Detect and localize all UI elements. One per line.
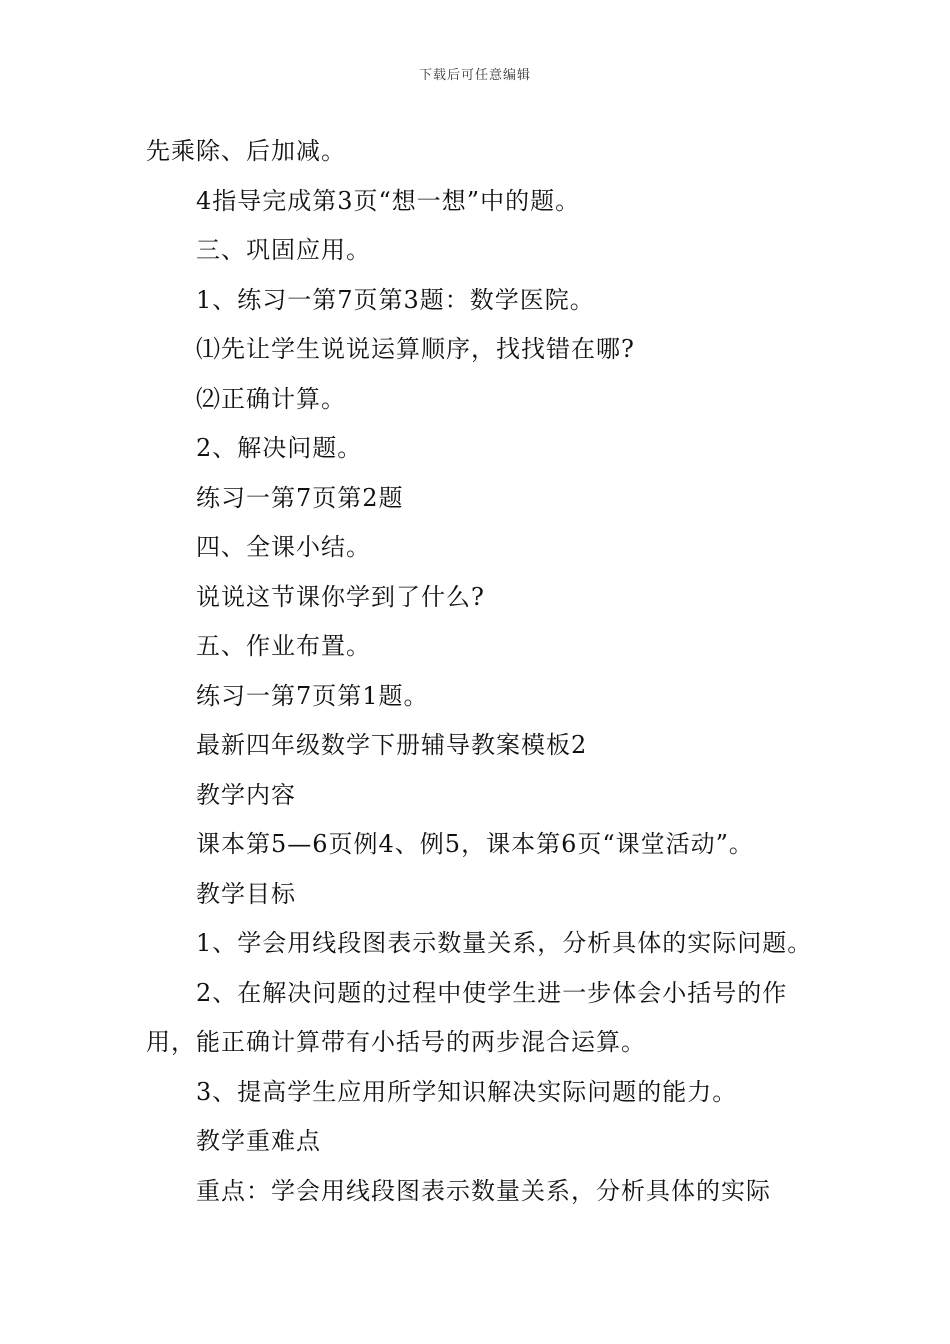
document-body bbox=[146, 127, 816, 1216]
paragraph-line: 4指导完成第3页“想一想”中的题。 bbox=[196, 186, 581, 215]
paragraph-line: 3、提高学生应用所学知识解决实际问题的能力。 bbox=[196, 1077, 738, 1106]
paragraph-line: 2、在解决问题的过程中使学生进一步体会小括号的作 bbox=[196, 978, 788, 1007]
paragraph-line: 课本第5—6页例4、例5，课本第6页“课堂活动”。 bbox=[196, 830, 754, 858]
paragraph-line: 先乘除、后加减。 bbox=[146, 137, 346, 165]
paragraph-line: 2、解决问题。 bbox=[196, 434, 363, 462]
section-heading: 三、巩固应用。 bbox=[196, 236, 371, 264]
section-heading: 教学重难点 bbox=[196, 1127, 321, 1155]
page-header: 下载后可任意编辑 bbox=[418, 68, 531, 83]
paragraph-line: 用，能正确计算带有小括号的两步混合运算。 bbox=[146, 1028, 646, 1056]
document-title: 最新四年级数学下册辅导教案模板2 bbox=[196, 731, 588, 759]
paragraph-line: 说说这节课你学到了什么? bbox=[196, 582, 485, 611]
paragraph-line: ⑵正确计算。 bbox=[196, 384, 346, 413]
section-heading: 四、全课小结。 bbox=[196, 533, 371, 561]
paragraph-line: 1、练习一第7页第3题：数学医院。 bbox=[196, 285, 595, 314]
section-heading: 五、作业布置。 bbox=[196, 632, 371, 660]
section-heading: 教学内容 bbox=[196, 780, 296, 809]
paragraph-line: 1、学会用线段图表示数量关系，分析具体的实际问题。 bbox=[196, 929, 813, 957]
paragraph-line: ⑴先让学生说说运算顺序，找找错在哪? bbox=[196, 335, 635, 363]
paragraph-line: 练习一第7页第2题 bbox=[196, 483, 404, 512]
section-heading: 教学目标 bbox=[196, 879, 296, 908]
paragraph-line: 练习一第7页第1题。 bbox=[196, 681, 429, 710]
paragraph-line: 重点：学会用线段图表示数量关系，分析具体的实际 bbox=[196, 1176, 771, 1205]
